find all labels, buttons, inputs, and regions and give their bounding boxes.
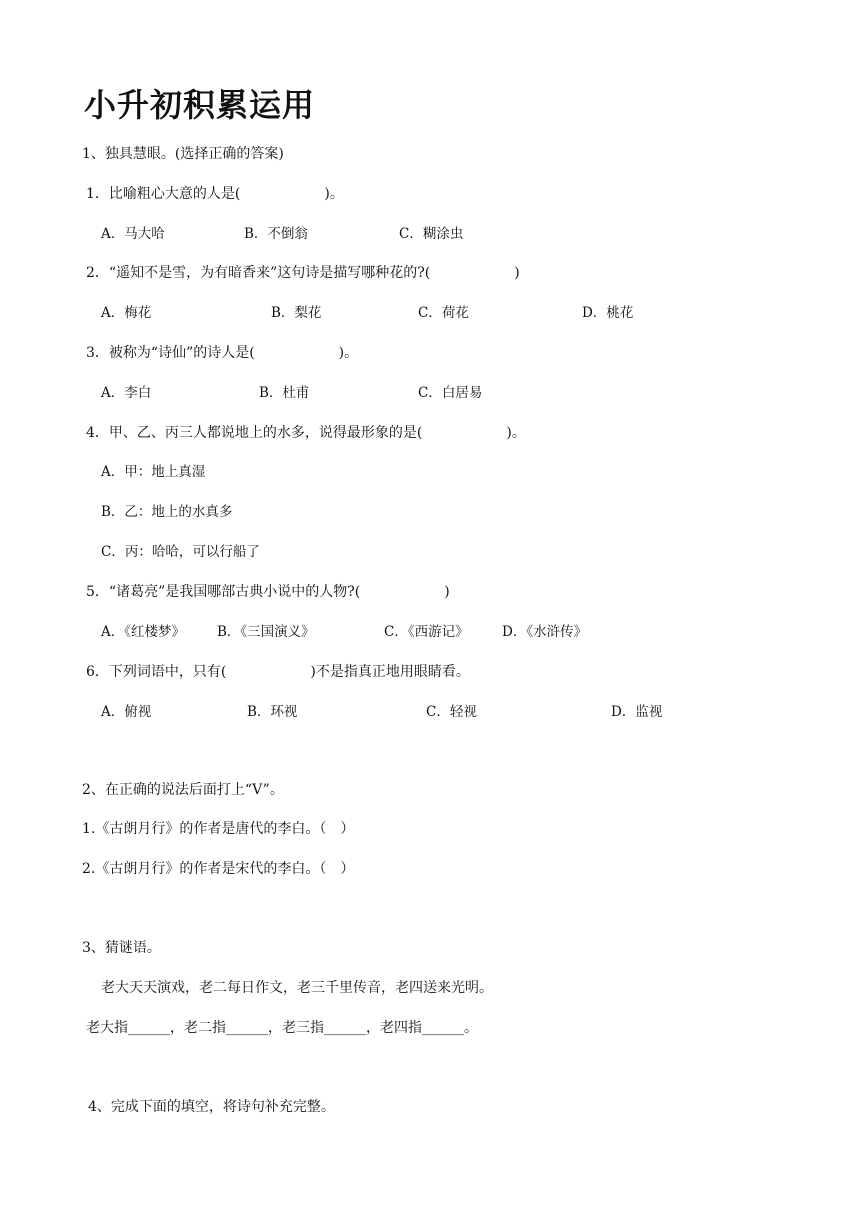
question-2-stem: 2．“遥知不是雪，为有暗香来”这句诗是描写哪种花的?( ) xyxy=(86,265,520,281)
question-6-option-d: D．监视 xyxy=(611,704,663,720)
question-4-option-b: B．乙：地上的水真多 xyxy=(101,504,233,520)
question-2-option-a: A．梅花 xyxy=(101,305,152,321)
question-3-stem: 3．被称为“诗仙”的诗人是( )。 xyxy=(86,345,359,361)
question-3-option-c: C．白居易 xyxy=(418,385,483,401)
section-1-heading: 1、独具慧眼。(选择正确的答案) xyxy=(82,146,284,162)
question-4-option-a: A．甲：地上真湿 xyxy=(101,464,206,480)
question-6-option-a: A．俯视 xyxy=(101,704,152,720)
question-6-option-b: B．环视 xyxy=(247,704,298,720)
question-4-option-c: C．丙：哈哈，可以行船了 xyxy=(101,544,260,560)
question-2-option-c: C．荷花 xyxy=(418,305,469,321)
question-2-option-d: D．桃花 xyxy=(582,305,634,321)
question-3-option-b: B．杜甫 xyxy=(259,385,310,401)
question-1-option-c: C．糊涂虫 xyxy=(399,226,464,242)
riddle-text: 老大天天演戏，老二每日作文，老三千里传音，老四送来光明。 xyxy=(101,980,493,996)
question-5-option-a: A．《红楼梦》 xyxy=(101,624,185,640)
section-3-heading: 3、猜谜语。 xyxy=(82,940,161,956)
question-5-option-c: C．《西游记》 xyxy=(384,624,469,640)
page-title: 小升初积累运用 xyxy=(84,86,316,124)
question-4-stem: 4．甲、乙、丙三人都说地上的水多，说得最形象的是( )。 xyxy=(86,425,526,441)
question-3-option-a: A．李白 xyxy=(101,385,152,401)
question-5-option-b: B．《三国演义》 xyxy=(217,624,315,640)
question-6-stem: 6．下列词语中，只有( )不是指真正地用眼睛看。 xyxy=(86,664,470,680)
question-5-option-d: D．《水浒传》 xyxy=(502,624,588,640)
question-2-option-b: B．梨花 xyxy=(271,305,322,321)
question-1-option-a: A．马大哈 xyxy=(101,226,165,242)
question-1-option-b: B．不倒翁 xyxy=(244,226,308,242)
question-6-option-c: C．轻视 xyxy=(426,704,477,720)
section-2-item-2: 2.《古朗月行》的作者是宋代的李白。（ ） xyxy=(82,861,355,877)
section-2-heading: 2、在正确的说法后面打上“V”。 xyxy=(82,782,284,798)
question-1-stem: 1．比喻粗心大意的人是( )。 xyxy=(86,186,344,202)
question-5-stem: 5．“诸葛亮”是我国哪部古典小说中的人物?( ) xyxy=(86,584,450,600)
riddle-answer-line: 老大指______，老二指______，老三指______，老四指______。 xyxy=(86,1020,478,1036)
section-2-item-1: 1.《古朗月行》的作者是唐代的李白。（ ） xyxy=(82,821,355,837)
section-4-heading: 4、完成下面的填空，将诗句补充完整。 xyxy=(88,1099,335,1115)
